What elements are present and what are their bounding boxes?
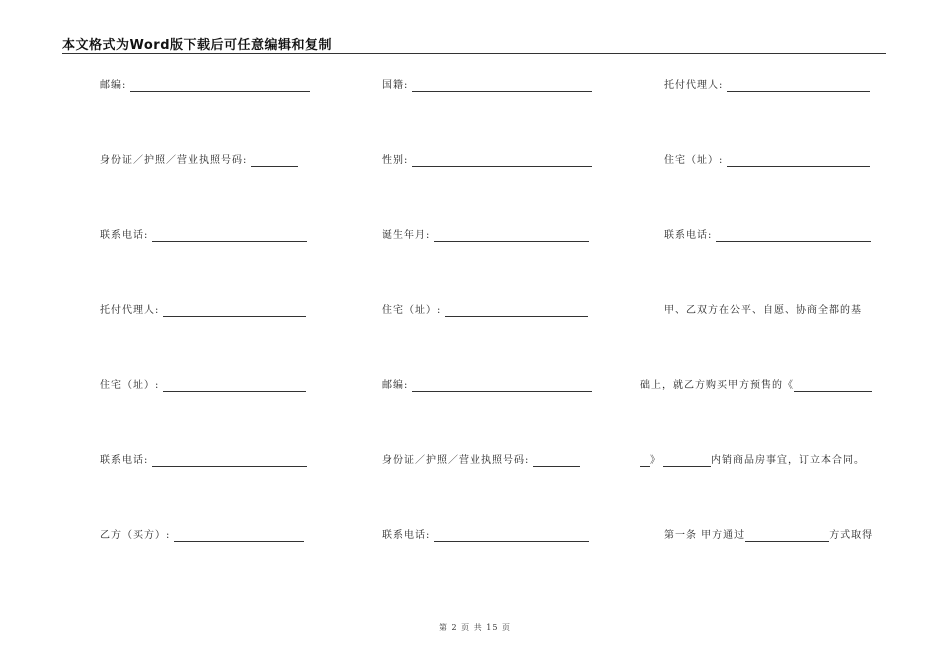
col1-field-agent <box>100 305 306 317</box>
col3-paragraph-line-2 <box>640 380 872 392</box>
fill-blank[interactable] <box>533 456 580 467</box>
field-label: 乙方（买方）: <box>100 530 171 541</box>
paragraph-text: 内销商品房事宜，订立本合同。 <box>711 455 865 466</box>
paragraph-text: 方式取得 <box>829 530 874 541</box>
field-label: 住宅（址）: <box>664 155 724 166</box>
field-label: 联系电话: <box>664 230 713 241</box>
col3-field-phone <box>664 230 871 242</box>
col1-field-address <box>100 380 306 392</box>
fill-blank[interactable] <box>434 531 589 542</box>
fill-blank[interactable] <box>434 231 589 242</box>
fill-blank[interactable] <box>412 81 592 92</box>
fill-blank[interactable] <box>794 381 872 392</box>
fill-blank[interactable] <box>716 231 871 242</box>
col2-field-address <box>382 305 588 317</box>
col2-field-phone <box>382 530 589 542</box>
fill-blank[interactable] <box>163 381 306 392</box>
paragraph-text: 》 <box>650 455 661 466</box>
fill-blank[interactable] <box>130 81 310 92</box>
field-label: 身份证／护照／营业执照号码: <box>100 155 248 166</box>
col2-field-postcode <box>382 380 592 392</box>
col2-field-id-number <box>382 455 580 467</box>
page-number: 第 2 页 共 15 页 <box>439 623 511 632</box>
header-title: 本文格式为Word版下载后可任意编辑和复制 <box>62 38 333 53</box>
field-label: 国籍: <box>382 80 409 91</box>
col1-field-phone-2 <box>100 455 307 467</box>
col3-paragraph-line-1 <box>664 305 862 317</box>
col2-field-birth <box>382 230 589 242</box>
field-label: 联系电话: <box>382 530 431 541</box>
field-label: 邮编: <box>100 80 127 91</box>
col3-field-address <box>664 155 870 167</box>
col1-field-id-number <box>100 155 298 167</box>
field-label: 联系电话: <box>100 230 149 241</box>
field-label: 联系电话: <box>100 455 149 466</box>
paragraph-text: 甲、乙双方在公平、自愿、协商全都的基 <box>664 305 862 316</box>
paragraph-text: 第一条 甲方通过 <box>664 530 746 541</box>
col3-field-agent <box>664 80 870 92</box>
fill-blank[interactable] <box>152 231 307 242</box>
col2-field-gender <box>382 155 592 167</box>
col1-field-postcode <box>100 80 310 92</box>
field-label: 身份证／护照／营业执照号码: <box>382 455 530 466</box>
page-footer <box>0 622 950 633</box>
fill-blank[interactable] <box>727 156 870 167</box>
field-label: 住宅（址）: <box>382 305 442 316</box>
field-label: 邮编: <box>382 380 409 391</box>
col2-field-nationality <box>382 80 592 92</box>
fill-blank[interactable] <box>163 306 306 317</box>
fill-blank[interactable] <box>174 531 304 542</box>
field-label: 托付代理人: <box>664 80 724 91</box>
field-label: 性别: <box>382 155 409 166</box>
fill-blank[interactable] <box>445 306 588 317</box>
fill-blank[interactable] <box>412 381 592 392</box>
paragraph-text: 础上，就乙方购买甲方预售的《 <box>640 380 794 391</box>
field-label: 住宅（址）: <box>100 380 160 391</box>
fill-blank[interactable] <box>412 156 592 167</box>
col1-field-phone <box>100 230 307 242</box>
page-header <box>62 36 886 54</box>
fill-blank[interactable] <box>152 456 307 467</box>
fill-blank[interactable] <box>745 531 829 542</box>
fill-blank[interactable] <box>640 456 650 467</box>
field-label: 托付代理人: <box>100 305 160 316</box>
col3-paragraph-line-4 <box>664 530 873 542</box>
col3-paragraph-line-3 <box>640 455 865 467</box>
col1-field-party-b <box>100 530 304 542</box>
fill-blank[interactable] <box>663 456 711 467</box>
field-label: 诞生年月: <box>382 230 431 241</box>
fill-blank[interactable] <box>251 156 298 167</box>
fill-blank[interactable] <box>727 81 870 92</box>
